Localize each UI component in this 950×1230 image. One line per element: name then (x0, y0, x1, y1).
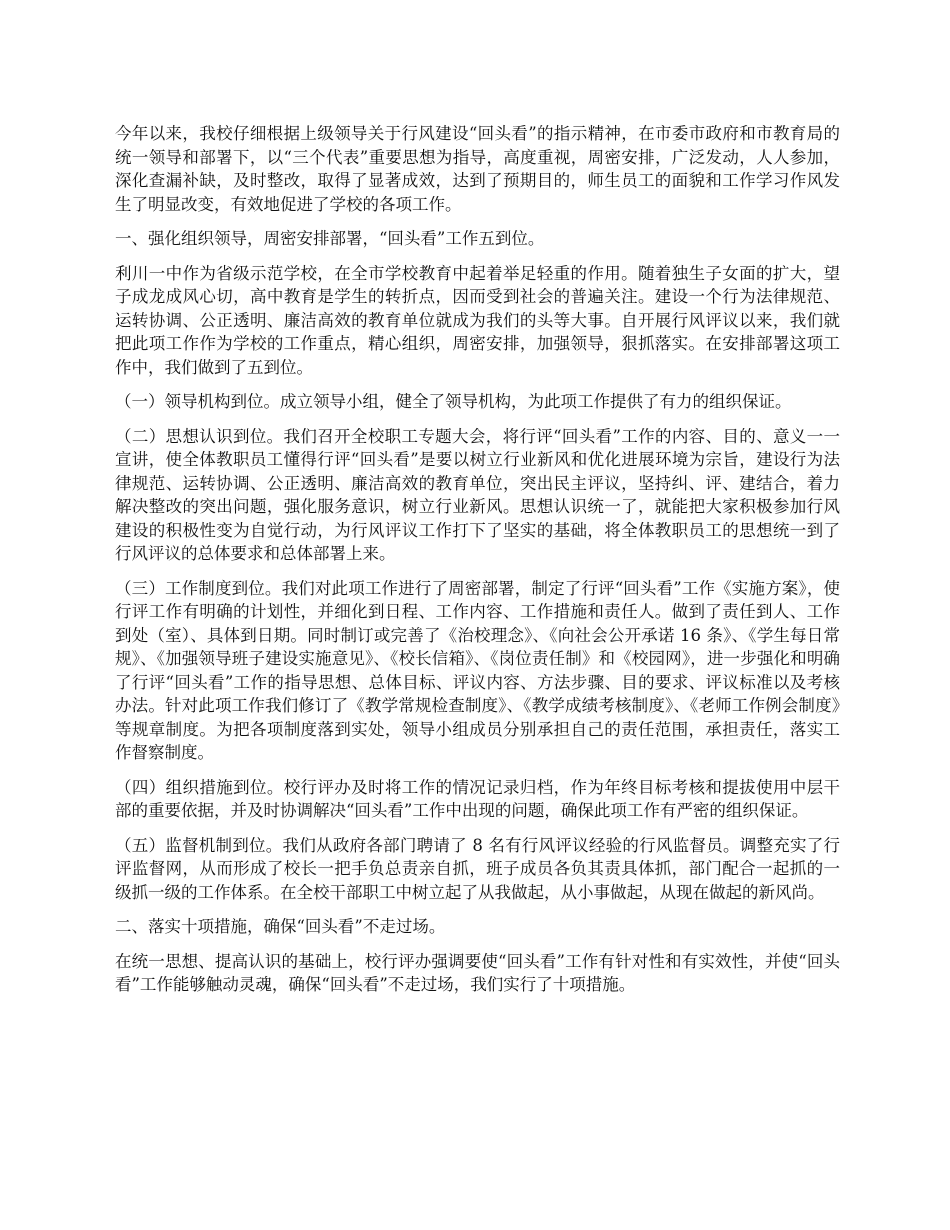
section-1-item-4: （四）组织措施到位。校行评办及时将工作的情况记录归档，作为年终目标考核和提拔使用中层干部的重要依据，并及时协调解决“回头看”工作中出现的问题，确保此项工作有严密的组织保证。 (115, 777, 840, 820)
section-1-item-1: （一）领导机构到位。成立领导小组，健全了领导机构，为此项工作提供了有力的组织保证。 (115, 392, 792, 411)
section-1-heading: 一、强化组织领导，周密安排部署，“回头看”工作五到位。 (115, 229, 545, 248)
document-body (115, 122, 840, 1008)
section-1-intro: 利川一中作为省级示范学校，在全市学校教育中起着举足轻重的作用。随着独生子女面的扩大，望子成龙成风心切，高中教育是学生的转折点，因而受到社会的普遍关注。建设一个行为法律规范、运转协调、公正透明、廉洁高效的教育单位就成为我们的头等大事。自开展行风评议以来，我们就把此项工作作为学校的工作重点，精心组织，周密安排，加强领导，狠抓落实。在安排部署这项工作中，我们做到了五到位。 (115, 263, 840, 377)
section-2-intro: 在统一思想、提高认识的基础上，校行评办强调要使“回头看”工作有针对性和有实效性，并使“回头看”工作能够触动灵魂，确保“回头看”不走过场，我们实行了十项措施。 (115, 951, 840, 994)
section-2-heading: 二、落实十项措施，确保“回头看”不走过场。 (115, 917, 446, 936)
section-1-item-2: （二）思想认识到位。我们召开全校职工专题大会，将行评“回头看”工作的内容、目的、意义一一宣讲，使全体教职员工懂得行评“回头看”是要以树立行业新风和优化进展环境为宗旨，建设行为法律规范、运转协调、公正透明、廉洁高效的教育单位，突出民主评议，坚持纠、评、建结合，着力解决整改的突出问题，强化服务意识，树立行业新风。思想认识统一了，就能把大家积极参加行风建设的积极性变为自觉行动，为行风评议工作打下了坚实的基础，将全体教职员工的思想统一到了行风评议的总体要求和总体部署上来。 (115, 426, 840, 563)
section-1-item-3: （三）工作制度到位。我们对此项工作进行了周密部署，制定了行评“回头看”工作《实施方案》，使行评工作有明确的计划性，并细化到日程、工作内容、工作措施和责任人。做到了责任到人、工作到处（室）、具体到日期。同时制订或完善了《治校理念》、《向社会公开承诺 16 条》、《学生每日常规》、《加强领导班子建设实施意见》、《校长信箱》、《岗位责任制》和《校园网》，进一步强化和明确了行评“回头看”工作的指导思想、总体目标、评议内容、方法步骤、目的要求、评议标准以及考核办法。针对此项工作我们修订了《教学常规检查制度》、《教学成绩考核制度》、《老师工作例会制度》等规章制度。为把各项制度落到实处，领导小组成员分别承担自己的责任范围，承担责任，落实工作督察制度。 (115, 578, 840, 762)
section-1-item-5: （五）监督机制到位。我们从政府各部门聘请了 8 名有行风评议经验的行风监督员。调整充实了行评监督网，从而形成了校长一把手负总责亲自抓，班子成员各负其责具体抓，部门配合一起抓的一级抓一级的工作体系。在全校干部职工中树立起了从我做起，从小事做起，从现在做起的新风尚。 (115, 835, 840, 902)
intro-paragraph: 今年以来，我校仔细根据上级领导关于行风建设“回头看”的指示精神，在市委市政府和市教育局的统一领导和部署下，以“三个代表”重要思想为指导，高度重视，周密安排，广泛发动，人人参加，深化查漏补缺，及时整改，取得了显著成效，达到了预期目的，师生员工的面貌和工作学习作风发生了明显改变，有效地促进了学校的各项工作。 (115, 124, 840, 214)
